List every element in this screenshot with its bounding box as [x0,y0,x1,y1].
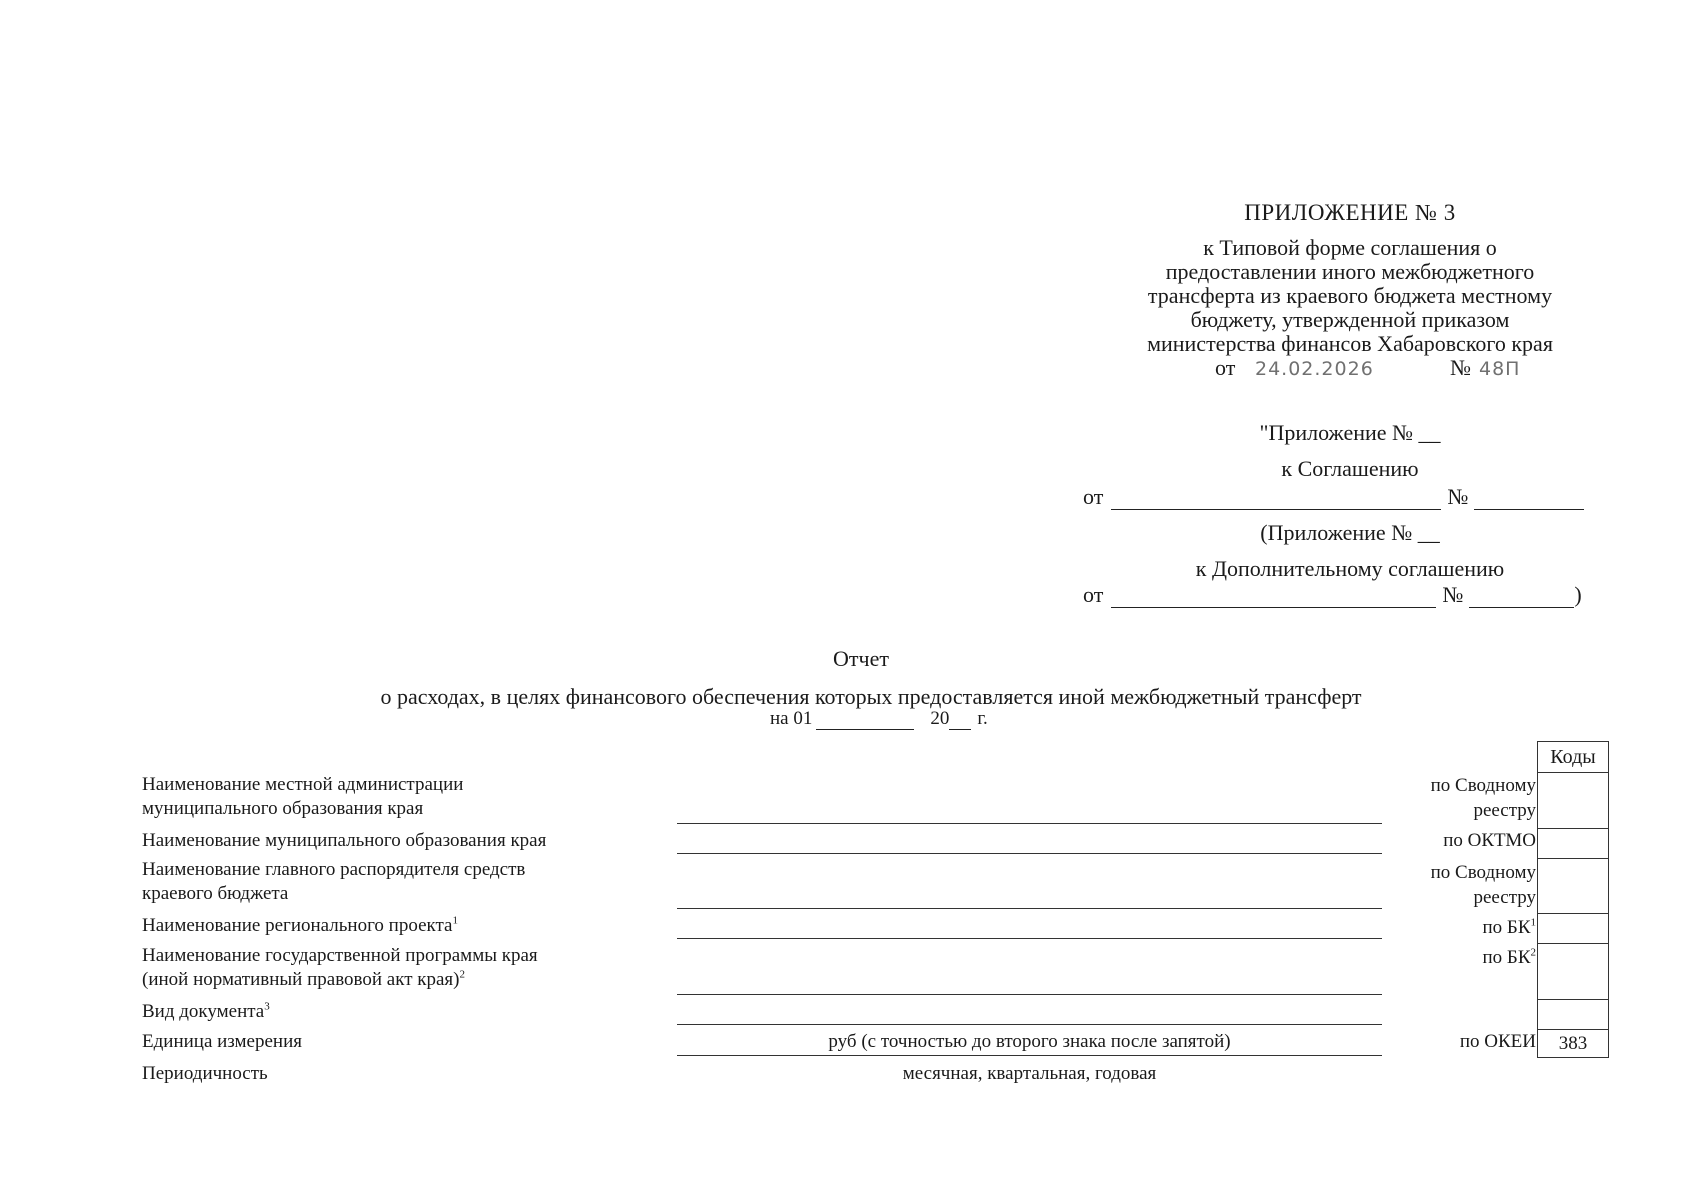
row-local-administration-label-2: муниципального образования края [142,798,424,819]
report-title: Отчет [833,646,889,671]
row-state-program-label-2: (иной нормативный правовой акт края) [142,969,460,990]
appendix-line-3: трансферта из краевого бюджета местному [1147,283,1553,308]
agreement-number-field[interactable] [1474,489,1584,510]
annex-agreement-line: к Соглашению [1281,456,1419,481]
report-year-suffix: г. [977,708,988,729]
code-label-bk-1-sup: 1 [1530,916,1536,929]
agreement-date-row [1083,484,1584,510]
row-document-type-line[interactable] [677,1024,1382,1025]
order-date-prefix: от [1215,355,1236,380]
row-document-type-label [142,1000,682,1024]
code-label-bk-2-text: по БК [1482,947,1531,968]
row-document-type-sup: 3 [264,1000,270,1013]
report-date-prefix: на 01 [770,708,813,729]
row-regional-project-text: Наименование регионального проекта [142,915,453,936]
appendix-header [1075,200,1625,382]
code-label-summary-register-2-b: реестру [1473,887,1536,908]
supplementary-number-prefix: № [1442,582,1464,607]
code-label-okei: по ОКЕИ [1459,1031,1536,1052]
row-municipality-label: Наименование муниципального образования края [142,830,547,851]
code-label-bk-1-text: по БК [1482,917,1531,938]
code-label-bk-1 [1276,916,1536,940]
order-date-row [1075,356,1625,382]
row-local-administration-label-1: Наименование местной администрации [142,774,464,795]
code-cell-okei[interactable]: 383 [1538,1029,1608,1057]
code-label-summary-register-1-a: по Сводному [1430,775,1536,796]
annex-supplementary-line: к Дополнительному соглашению [1195,556,1505,581]
annex-supplementary-number-line: (Приложение № __ [1260,520,1440,545]
row-state-program-sup: 2 [459,968,465,981]
row-unit-line [677,1055,1382,1056]
report-subtitle: о расходах, в целях финансового обеспечения которых предоставляется иной межбюджетный трансферт [380,684,1362,709]
row-main-manager-label-1: Наименование главного распорядителя средств [142,859,526,880]
row-municipality-line[interactable] [677,853,1382,854]
row-regional-project-sup: 1 [452,914,458,927]
appendix-line-1: к Типовой форме соглашения о [1203,235,1497,260]
code-cell-oktmo[interactable] [1538,828,1608,858]
order-number-value: 48П [1479,358,1521,380]
report-year-field[interactable] [949,712,971,730]
code-cell-bk-1[interactable] [1538,913,1608,943]
code-cell-summary-register-2[interactable] [1538,858,1608,913]
row-unit-value: руб (с точностью до второго знака после запятой) [828,1031,1231,1052]
supplementary-close-paren: ) [1574,582,1582,607]
row-main-manager-label-2: краевого бюджета [142,883,289,904]
report-date-row [770,708,988,730]
code-label-bk-2 [1276,946,1536,970]
row-regional-project-label [142,914,682,938]
row-periodicity-label: Периодичность [142,1063,268,1084]
code-label-summary-register-2-a: по Сводному [1430,862,1536,883]
code-label-bk-2-sup: 2 [1530,946,1536,959]
supplementary-date-prefix: от [1083,582,1104,607]
report-year-prefix: 20 [930,708,950,729]
row-local-administration-label [142,773,682,821]
row-local-administration-line[interactable] [677,823,1382,824]
code-cell-bk-2[interactable] [1538,943,1608,999]
appendix-title: ПРИЛОЖЕНИЕ № 3 [1244,200,1456,225]
code-label-summary-register-1 [1276,773,1536,823]
codes-table [1537,741,1609,1058]
supplementary-date-row [1083,582,1582,608]
supplementary-number-field[interactable] [1469,587,1574,608]
row-document-type-text: Вид документа [142,1001,265,1022]
report-month-field[interactable] [816,712,914,730]
appendix-line-2: предоставлении иного межбюджетного [1165,259,1535,284]
appendix-line-5: министерства финансов Хабаровского края [1147,331,1553,356]
agreement-date-field[interactable] [1111,489,1441,510]
annex-number-line: "Приложение № __ [1259,420,1441,445]
code-cell-summary-register-1[interactable] [1538,772,1608,828]
code-label-summary-register-2 [1276,860,1536,910]
order-number-prefix: № [1450,355,1471,380]
row-state-program-line[interactable] [677,994,1382,995]
row-state-program-label-1: Наименование государственной программы края [142,945,538,966]
order-date-value: 24.02.2026 [1255,358,1374,380]
code-label-oktmo: по ОКТМО [1443,830,1536,851]
appendix-line-4: бюджету, утвержденной приказом [1190,307,1510,332]
code-cell-document-type[interactable] [1538,999,1608,1029]
row-main-manager-label [142,858,682,906]
agreement-date-prefix: от [1083,484,1104,509]
row-unit-label: Единица измерения [142,1031,302,1052]
row-periodicity-value: месячная, квартальная, годовая [902,1063,1157,1084]
code-label-summary-register-1-b: реестру [1473,800,1536,821]
codes-header: Коды [1550,746,1596,768]
row-state-program-label [142,944,682,992]
supplementary-date-field[interactable] [1111,587,1436,608]
agreement-number-prefix: № [1447,484,1469,509]
